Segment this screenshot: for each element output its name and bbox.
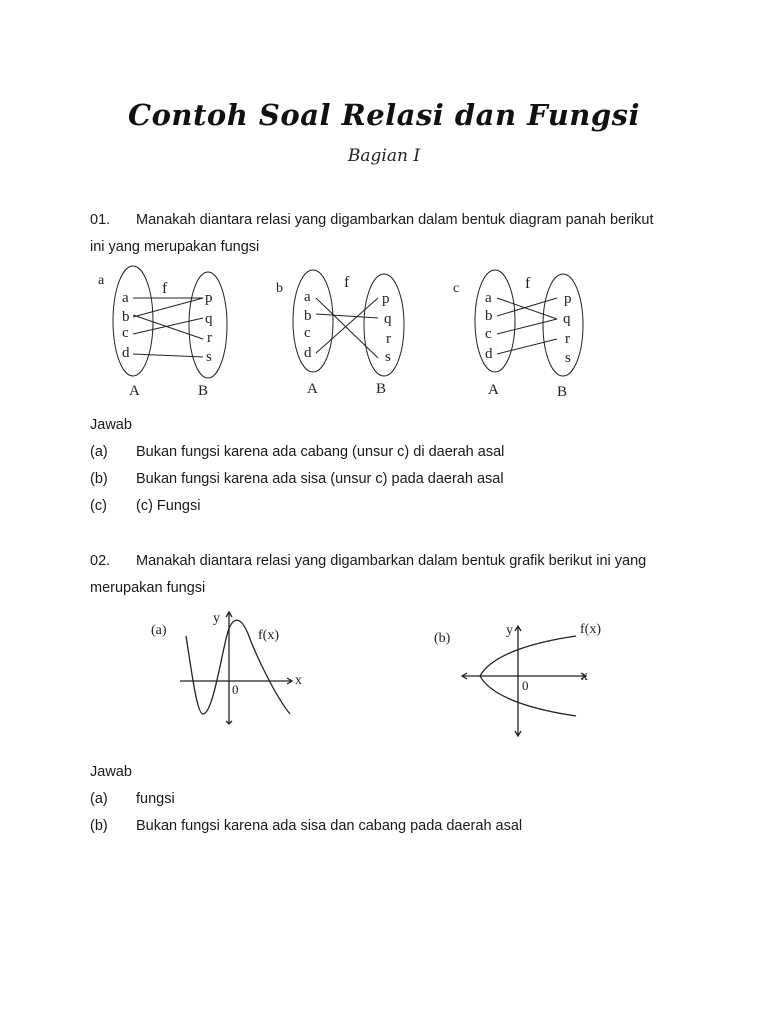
diagram-b-domain-a: a — [304, 289, 311, 305]
diagram-a-set-a-label: A — [129, 383, 140, 399]
diagram-b-arrow — [316, 298, 378, 358]
arrow-diagram-a — [98, 266, 227, 399]
answer-2 — [90, 759, 522, 840]
diagram-a-domain-b: b — [122, 309, 130, 325]
diagram-b-set-a-ellipse — [293, 270, 333, 372]
answer-label: (a) — [90, 444, 108, 460]
answer-2-item — [90, 813, 522, 840]
diagram-a-label: a — [98, 273, 105, 288]
answer-1-heading: Jawab — [90, 417, 132, 433]
question-2-text-line2: merupakan fungsi — [90, 580, 206, 596]
diagram-a-codomain-p: p — [205, 290, 213, 306]
diagram-c-codomain-q: q — [563, 311, 571, 327]
graph-b-label: (b) — [434, 631, 451, 646]
diagram-c-label: c — [453, 281, 460, 296]
diagram-c-codomain-r: r — [565, 331, 570, 347]
diagram-a-domain-a: a — [122, 290, 129, 306]
answer-label: (b) — [90, 471, 108, 487]
answer-label: (a) — [90, 791, 108, 807]
diagram-a-set-b-label: B — [198, 383, 209, 399]
diagram-a-codomain-s: s — [206, 349, 212, 365]
question-1 — [90, 207, 690, 261]
diagram-b-domain-c: c — [304, 325, 311, 341]
question-2 — [90, 548, 690, 602]
answer-1-item — [90, 466, 504, 493]
answer-2-heading: Jawab — [90, 764, 132, 780]
answer-text: Bukan fungsi karena ada sisa (unsur c) pada daerah asal — [136, 471, 504, 487]
graph-a-fname: f(x) — [258, 628, 279, 643]
answer-text: Bukan fungsi karena ada sisa dan cabang pada daerah asal — [136, 818, 523, 834]
diagram-a-f: f — [162, 280, 168, 297]
diagram-a-domain-d: d — [122, 345, 130, 361]
answer-text: (c) Fungsi — [136, 498, 201, 514]
diagram-c-arrow — [497, 339, 557, 354]
diagram-b-label: b — [276, 281, 283, 296]
answer-1-item — [90, 439, 504, 466]
graph-b-y-label: y — [506, 623, 513, 638]
diagram-c-codomain-p: p — [564, 291, 572, 307]
answer-1 — [90, 412, 504, 520]
diagram-c-domain-b: b — [485, 308, 493, 324]
graph-b-fname: f(x) — [580, 622, 601, 637]
diagram-a-arrow — [133, 315, 203, 339]
graph-a-origin: 0 — [232, 682, 239, 697]
answer-label: (c) — [90, 498, 107, 514]
answer-label: (b) — [90, 818, 108, 834]
answer-1-item — [90, 493, 504, 520]
diagram-b-codomain-q: q — [384, 311, 392, 327]
graph-b-x-label: x — [581, 669, 588, 684]
diagram-c-codomain-s: s — [565, 350, 571, 366]
diagram-b-f: f — [344, 274, 350, 291]
diagram-a-codomain-r: r — [207, 330, 212, 346]
diagram-c-domain-a: a — [485, 290, 492, 306]
question-1-number: 01. — [90, 212, 111, 228]
diagram-a-codomain-q: q — [205, 311, 213, 327]
diagram-c-set-b-label: B — [557, 384, 568, 400]
diagram-c-domain-d: d — [485, 346, 493, 362]
diagram-a-arrow — [133, 298, 203, 317]
diagram-c-set-a-ellipse — [475, 270, 515, 372]
graph-a — [151, 611, 302, 724]
graph-b — [434, 622, 601, 736]
question-2-number: 02. — [90, 553, 111, 569]
question-2-text-line1: Manakah diantara relasi yang digambarkan dalam bentuk grafik berikut ini yang — [136, 553, 647, 569]
diagram-b-codomain-p: p — [382, 291, 390, 307]
graph-b-origin: 0 — [522, 678, 529, 693]
diagram-a-set-a-ellipse — [113, 266, 153, 376]
diagram-b-arrow — [316, 298, 378, 353]
question-1-text-line2: ini yang merupakan fungsi — [90, 239, 260, 255]
arrow-diagram-c — [453, 270, 583, 400]
diagram-b-codomain-s: s — [385, 349, 391, 365]
diagram-b-domain-b: b — [304, 308, 312, 324]
answer-2-item — [90, 786, 522, 813]
question-1-text-line1: Manakah diantara relasi yang digambarkan dalam bentuk diagram panah berikut — [136, 212, 654, 228]
answer-text: Bukan fungsi karena ada cabang (unsur c) di daerah asal — [136, 444, 505, 460]
diagram-b-arrow — [316, 314, 378, 318]
arrow-diagram-b — [276, 270, 404, 397]
diagram-c-arrow — [497, 319, 557, 334]
diagram-c-set-a-label: A — [488, 382, 499, 398]
graph-a-y-label: y — [213, 611, 220, 626]
diagram-b-codomain-r: r — [386, 331, 391, 347]
diagram-b-set-b-label: B — [376, 381, 387, 397]
diagram-a-arrow — [133, 318, 203, 334]
diagram-b-set-a-label: A — [307, 381, 318, 397]
function-graphs — [0, 604, 768, 744]
graph-a-label: (a) — [151, 623, 167, 638]
diagram-a-domain-c: c — [122, 325, 129, 341]
page-subtitle: Bagian I — [347, 146, 421, 166]
diagram-b-domain-d: d — [304, 345, 312, 361]
arrow-diagrams — [0, 265, 768, 405]
page-title: Contoh Soal Relasi dan Fungsi — [127, 98, 641, 132]
diagram-c-domain-c: c — [485, 326, 492, 342]
diagram-c-f: f — [525, 275, 531, 292]
answer-text: fungsi — [136, 791, 175, 807]
graph-a-x-label: x — [295, 673, 302, 688]
